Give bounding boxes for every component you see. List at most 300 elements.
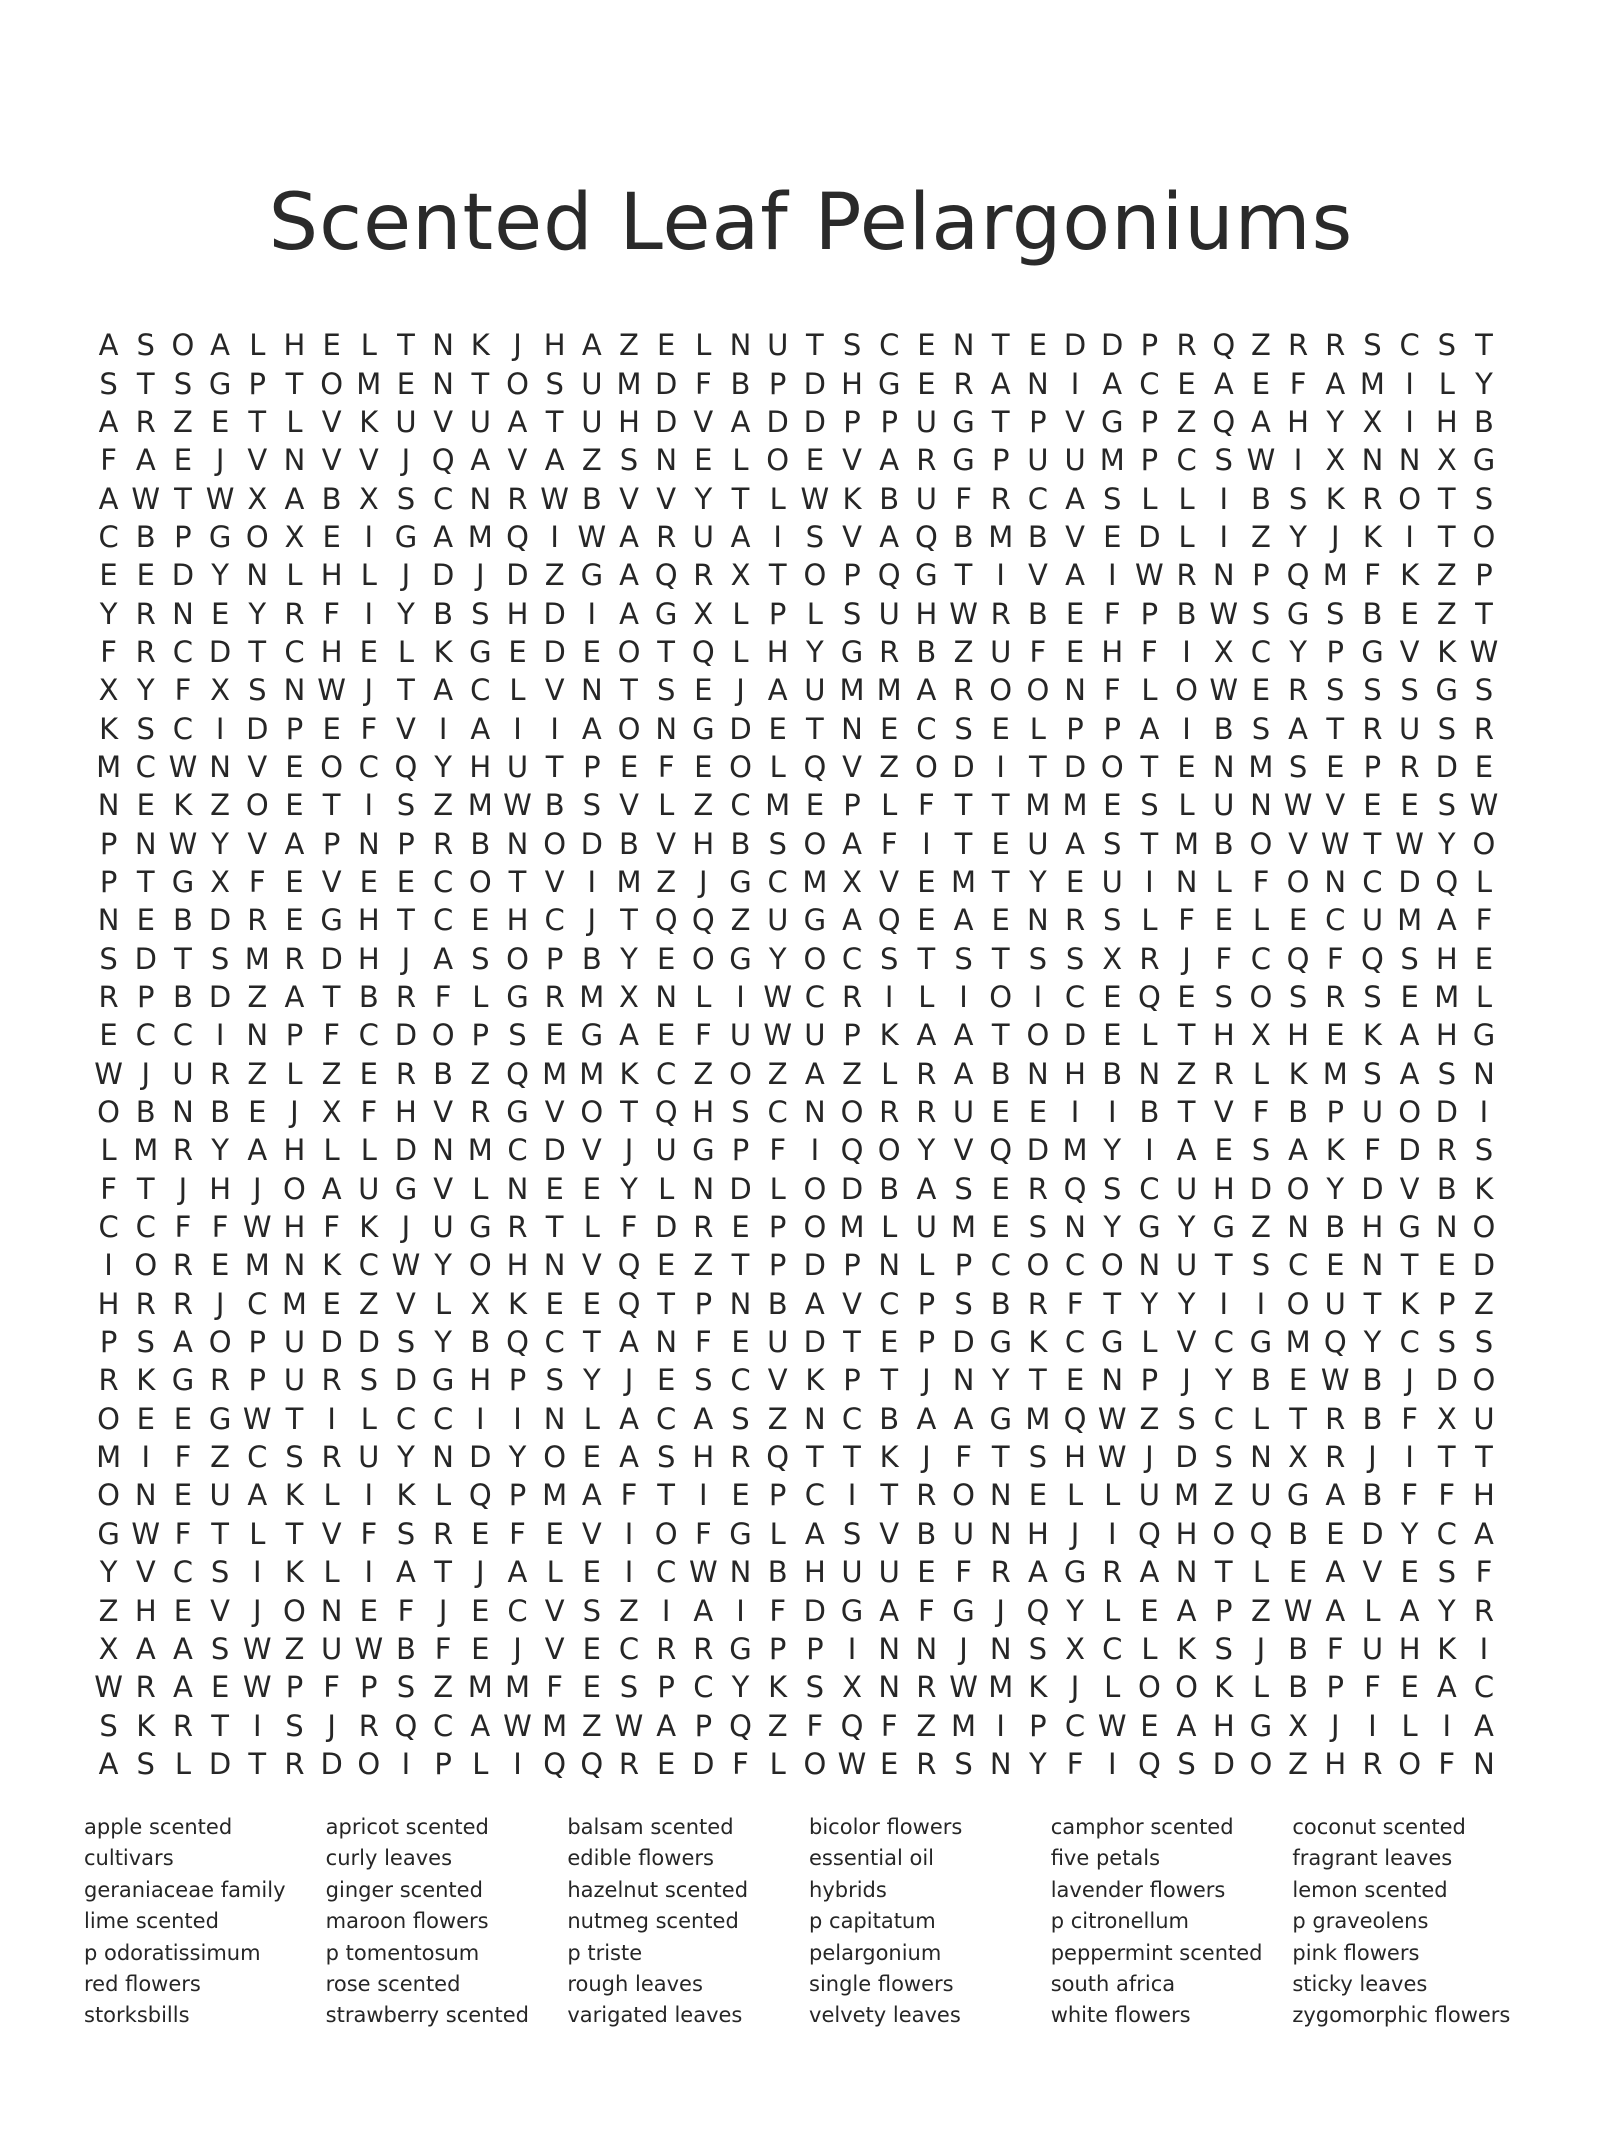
- word-list-item: storksbills: [84, 2003, 190, 2028]
- grid-letter: E: [917, 366, 936, 401]
- grid-letter: B: [1325, 1210, 1346, 1245]
- grid-letter: E: [173, 443, 193, 478]
- grid-letter: F: [1141, 634, 1158, 669]
- grid-letter: O: [1026, 1018, 1050, 1053]
- grid-letter: E: [1140, 1708, 1159, 1743]
- grid-letter: T: [880, 1363, 899, 1398]
- grid-letter: S: [471, 596, 490, 631]
- grid-letter: T: [768, 558, 787, 593]
- grid-letter: B: [879, 481, 900, 516]
- grid-letter: E: [657, 1746, 676, 1781]
- grid-letter: N: [952, 328, 975, 363]
- grid-letter: E: [1400, 1555, 1419, 1590]
- grid-letter: K: [359, 404, 379, 439]
- grid-letter: F: [100, 443, 117, 478]
- grid-letter: R: [172, 1286, 193, 1321]
- grid-letter: C: [1139, 1171, 1160, 1206]
- grid-letter: V: [321, 443, 342, 478]
- grid-letter: O: [1398, 1095, 1422, 1130]
- grid-letter: J: [141, 1056, 151, 1091]
- grid-letter: G: [394, 519, 418, 554]
- grid-letter: G: [208, 366, 232, 401]
- grid-letter: M: [876, 673, 902, 708]
- grid-letter: B: [321, 481, 342, 516]
- grid-letter: Y: [917, 1133, 936, 1168]
- grid-letter: S: [210, 1555, 230, 1590]
- grid-letter: U: [283, 1325, 306, 1360]
- grid-letter: K: [1028, 1325, 1048, 1360]
- grid-letter: I: [624, 1555, 634, 1590]
- grid-letter: E: [694, 749, 713, 784]
- grid-letter: R: [1213, 1056, 1234, 1091]
- grid-letter: O: [1212, 1516, 1236, 1551]
- grid-letter: R: [693, 558, 714, 593]
- grid-letter: F: [1252, 864, 1270, 899]
- grid-letter: E: [1177, 749, 1196, 784]
- grid-letter: H: [543, 328, 566, 363]
- grid-letter: J: [290, 1095, 299, 1130]
- grid-letter: A: [210, 328, 231, 363]
- grid-letter: G: [692, 711, 715, 746]
- grid-letter: J: [401, 1210, 411, 1245]
- grid-letter: Y: [694, 481, 713, 516]
- grid-letter: D: [394, 1133, 418, 1168]
- grid-letter: J: [513, 1631, 522, 1666]
- grid-letter: L: [1438, 366, 1455, 401]
- grid-letter: G: [952, 443, 975, 478]
- grid-letter: E: [1214, 903, 1233, 938]
- grid-letter: L: [695, 980, 712, 1015]
- grid-letter: E: [1065, 1363, 1085, 1398]
- grid-letter: P: [1363, 749, 1382, 784]
- grid-letter: L: [360, 1401, 377, 1436]
- grid-letter: V: [1399, 634, 1420, 669]
- grid-letter: S: [954, 941, 973, 976]
- grid-letter: B: [1362, 1401, 1383, 1436]
- grid-letter: U: [172, 1056, 194, 1091]
- grid-letter: S: [136, 1325, 155, 1360]
- grid-letter: S: [1474, 1325, 1494, 1360]
- grid-letter: A: [1027, 1555, 1048, 1590]
- grid-letter: I: [587, 864, 597, 899]
- grid-letter: O: [1472, 1210, 1496, 1245]
- grid-letter: C: [284, 634, 305, 669]
- grid-letter: L: [918, 980, 935, 1015]
- grid-letter: G: [1398, 1210, 1421, 1245]
- grid-letter: E: [1474, 941, 1494, 976]
- grid-letter: G: [1286, 1478, 1310, 1513]
- grid-letter: B: [544, 788, 565, 823]
- grid-letter: I: [699, 1478, 708, 1513]
- grid-letter: U: [767, 903, 789, 938]
- grid-letter: Z: [767, 1056, 788, 1091]
- grid-letter: C: [841, 1401, 863, 1436]
- grid-letter: F: [918, 1593, 935, 1628]
- grid-letter: R: [1176, 558, 1197, 593]
- grid-letter: V: [1176, 1325, 1197, 1360]
- grid-letter: K: [507, 1286, 527, 1321]
- grid-letter: S: [1251, 711, 1271, 746]
- word-list-item: apricot scented: [325, 1815, 489, 1839]
- grid-letter: I: [1182, 711, 1191, 746]
- grid-letter: N: [283, 673, 306, 708]
- grid-letter: C: [172, 1555, 194, 1590]
- grid-letter: V: [1325, 788, 1346, 823]
- grid-letter: J: [476, 558, 485, 593]
- grid-letter: H: [1026, 1516, 1049, 1551]
- grid-row: [90, 1093, 1540, 1131]
- grid-letter: X: [470, 1286, 491, 1321]
- grid-letter: W: [837, 1746, 867, 1781]
- grid-letter: I: [364, 519, 374, 554]
- grid-letter: F: [1029, 634, 1047, 669]
- grid-letter: E: [657, 1248, 676, 1283]
- grid-letter: E: [173, 1593, 193, 1628]
- grid-letter: R: [321, 1440, 342, 1475]
- grid-letter: M: [1099, 443, 1125, 478]
- grid-letter: P: [1438, 1286, 1456, 1321]
- grid-letter: W: [614, 1708, 644, 1743]
- grid-letter: F: [211, 1210, 229, 1245]
- grid-letter: E: [1474, 749, 1494, 784]
- grid-letter: C: [1139, 366, 1160, 401]
- grid-letter: L: [472, 1171, 489, 1206]
- grid-letter: L: [1104, 1478, 1121, 1513]
- grid-letter: M: [467, 519, 493, 554]
- grid-letter: P: [248, 366, 267, 401]
- grid-letter: U: [1027, 826, 1049, 861]
- grid-letter: L: [1215, 864, 1232, 899]
- grid-letter: B: [1362, 596, 1383, 631]
- grid-letter: U: [915, 1210, 937, 1245]
- grid-letter: S: [1288, 980, 1308, 1015]
- grid-letter: O: [1472, 826, 1496, 861]
- grid-letter: N: [246, 1018, 269, 1053]
- grid-letter: H: [1287, 404, 1309, 439]
- grid-letter: S: [285, 1708, 304, 1743]
- grid-letter: T: [1437, 1440, 1456, 1475]
- grid-row: [90, 479, 1540, 517]
- grid-letter: T: [620, 903, 638, 938]
- grid-letter: P: [768, 1478, 787, 1513]
- grid-letter: T: [1363, 1286, 1382, 1321]
- grid-letter: P: [954, 1248, 973, 1283]
- grid-letter: Q: [654, 1095, 678, 1130]
- grid-letter: G: [692, 1133, 715, 1168]
- grid-letter: N: [1398, 443, 1421, 478]
- grid-letter: G: [1472, 1018, 1496, 1053]
- grid-letter: I: [550, 711, 559, 746]
- grid-letter: L: [1252, 1670, 1269, 1705]
- grid-letter: H: [1287, 1018, 1309, 1053]
- grid-letter: Z: [767, 1401, 788, 1436]
- grid-row: [90, 1285, 1540, 1323]
- grid-letter: J: [1368, 1440, 1377, 1475]
- grid-letter: A: [98, 481, 119, 516]
- grid-letter: U: [729, 1018, 752, 1053]
- grid-letter: T: [657, 1478, 676, 1513]
- grid-letter: E: [731, 1325, 750, 1360]
- grid-letter: E: [1288, 1363, 1308, 1398]
- grid-row: [90, 1515, 1540, 1553]
- grid-letter: F: [880, 826, 898, 861]
- grid-letter: T: [1363, 826, 1382, 861]
- grid-letter: T: [1214, 1555, 1233, 1590]
- grid-letter: P: [360, 1670, 378, 1705]
- grid-letter: W: [242, 1631, 272, 1666]
- word-list-item: single flowers: [809, 1971, 954, 1996]
- grid-letter: D: [506, 558, 529, 593]
- grid-letter: P: [694, 1708, 713, 1743]
- grid-letter: A: [804, 1286, 825, 1321]
- grid-letter: Y: [508, 1440, 527, 1475]
- grid-letter: U: [1473, 1401, 1495, 1436]
- grid-letter: L: [100, 1133, 117, 1168]
- grid-letter: Z: [656, 864, 677, 899]
- grid-letter: F: [1066, 1746, 1084, 1781]
- grid-letter: H: [1398, 1631, 1421, 1666]
- grid-letter: B: [879, 1171, 900, 1206]
- grid-letter: V: [1399, 1171, 1420, 1206]
- grid-letter: H: [506, 1248, 529, 1283]
- grid-letter: O: [1398, 1746, 1422, 1781]
- grid-letter: T: [285, 366, 304, 401]
- grid-row: [90, 748, 1540, 786]
- grid-letter: I: [1107, 558, 1117, 593]
- grid-letter: Q: [1286, 558, 1310, 593]
- grid-letter: K: [136, 1708, 156, 1743]
- grid-letter: L: [732, 596, 749, 631]
- grid-letter: M: [542, 1708, 568, 1743]
- grid-letter: F: [732, 1746, 749, 1781]
- grid-letter: R: [172, 1708, 193, 1743]
- grid-letter: U: [469, 404, 491, 439]
- grid-letter: D: [1398, 1133, 1421, 1168]
- grid-letter: S: [173, 366, 193, 401]
- grid-letter: O: [617, 634, 641, 669]
- grid-letter: V: [953, 1133, 974, 1168]
- grid-letter: U: [1361, 1095, 1384, 1130]
- grid-letter: O: [543, 1440, 567, 1475]
- grid-letter: K: [1362, 519, 1382, 554]
- grid-letter: O: [283, 1171, 306, 1206]
- grid-letter: G: [1286, 596, 1310, 631]
- grid-letter: E: [396, 864, 416, 899]
- grid-letter: G: [1063, 1555, 1087, 1590]
- grid-letter: B: [1102, 1056, 1123, 1091]
- grid-letter: K: [173, 788, 193, 823]
- grid-letter: A: [953, 1018, 974, 1053]
- grid-letter: E: [210, 1248, 230, 1283]
- grid-letter: C: [1213, 1401, 1234, 1436]
- grid-letter: I: [401, 1746, 411, 1781]
- grid-letter: E: [1140, 1593, 1159, 1628]
- grid-letter: F: [769, 1593, 787, 1628]
- grid-letter: U: [1101, 864, 1123, 899]
- word-column: [326, 1812, 568, 2032]
- grid-letter: J: [215, 1286, 225, 1321]
- grid-letter: V: [135, 1555, 156, 1590]
- grid-letter: S: [1288, 749, 1308, 784]
- word-column: [1292, 1812, 1534, 2032]
- grid-letter: H: [1064, 1440, 1086, 1475]
- grid-letter: Y: [1177, 1210, 1196, 1245]
- grid-letter: P: [1066, 711, 1084, 746]
- grid-letter: K: [1325, 481, 1345, 516]
- grid-letter: G: [469, 1210, 492, 1245]
- grid-row: [90, 671, 1540, 709]
- grid-letter: C: [879, 328, 900, 363]
- grid-letter: G: [1249, 1325, 1273, 1360]
- grid-letter: R: [247, 903, 268, 938]
- grid-letter: C: [804, 980, 825, 1015]
- grid-letter: B: [581, 481, 602, 516]
- grid-letter: Y: [768, 941, 787, 976]
- grid-letter: C: [433, 1401, 454, 1436]
- grid-letter: E: [136, 903, 155, 938]
- grid-letter: E: [1065, 634, 1085, 669]
- grid-letter: S: [1177, 1746, 1196, 1781]
- grid-letter: A: [173, 1325, 193, 1360]
- grid-letter: O: [803, 1171, 827, 1206]
- grid-letter: E: [471, 903, 490, 938]
- grid-letter: O: [1286, 1286, 1310, 1321]
- grid-letter: P: [1326, 1095, 1344, 1130]
- grid-letter: L: [1029, 711, 1046, 746]
- grid-letter: G: [729, 1516, 752, 1551]
- grid-letter: F: [434, 980, 452, 1015]
- grid-letter: F: [880, 1708, 898, 1743]
- grid-letter: A: [1176, 1593, 1197, 1628]
- grid-letter: Z: [98, 1593, 119, 1628]
- grid-letter: I: [1219, 1286, 1229, 1321]
- grid-letter: J: [1145, 1440, 1154, 1475]
- grid-letter: L: [286, 404, 303, 439]
- grid-letter: S: [1028, 941, 1048, 976]
- grid-letter: R: [284, 1746, 305, 1781]
- grid-letter: A: [1213, 366, 1234, 401]
- grid-letter: I: [513, 1401, 522, 1436]
- grid-letter: L: [1252, 1056, 1269, 1091]
- grid-letter: L: [174, 1746, 192, 1781]
- grid-letter: G: [840, 1593, 864, 1628]
- grid-letter: G: [580, 558, 604, 593]
- grid-letter: H: [1324, 1746, 1347, 1781]
- grid-letter: T: [1140, 749, 1159, 784]
- grid-letter: W: [94, 1056, 123, 1091]
- grid-letter: G: [1138, 1210, 1161, 1245]
- grid-letter: L: [323, 1478, 340, 1513]
- grid-letter: B: [953, 519, 974, 554]
- grid-letter: U: [209, 1478, 231, 1513]
- grid-letter: N: [172, 1095, 194, 1130]
- word-list-item: balsam scented: [567, 1815, 734, 1839]
- grid-row: [90, 863, 1540, 901]
- grid-letter: N: [1175, 1555, 1198, 1590]
- grid-letter: A: [173, 1631, 193, 1666]
- grid-letter: I: [1219, 519, 1229, 554]
- grid-letter: O: [245, 519, 269, 554]
- grid-letter: X: [1288, 1440, 1309, 1475]
- grid-letter: K: [879, 1018, 899, 1053]
- grid-letter: A: [879, 1593, 900, 1628]
- grid-letter: A: [1325, 1478, 1346, 1513]
- grid-letter: O: [729, 749, 752, 784]
- grid-letter: W: [242, 1210, 272, 1245]
- grid-letter: B: [1139, 1095, 1160, 1130]
- grid-letter: F: [694, 366, 712, 401]
- grid-letter: Y: [991, 1363, 1010, 1398]
- grid-letter: B: [916, 634, 937, 669]
- grid-letter: U: [841, 1555, 863, 1590]
- grid-letter: S: [1028, 1440, 1048, 1475]
- grid-letter: S: [545, 366, 564, 401]
- grid-letter: O: [1286, 864, 1310, 899]
- grid-letter: A: [433, 673, 454, 708]
- grid-letter: G: [1249, 1708, 1273, 1743]
- grid-letter: F: [955, 1440, 972, 1475]
- grid-letter: R: [284, 596, 305, 631]
- grid-letter: D: [431, 558, 455, 593]
- grid-letter: W: [503, 788, 532, 823]
- grid-letter: E: [694, 443, 713, 478]
- grid-letter: T: [508, 864, 527, 899]
- grid-letter: H: [506, 596, 529, 631]
- grid-letter: H: [469, 749, 492, 784]
- grid-letter: V: [396, 1286, 416, 1321]
- grid-letter: H: [209, 1171, 231, 1206]
- grid-letter: A: [1436, 1670, 1457, 1705]
- grid-letter: N: [1064, 673, 1086, 708]
- grid-letter: L: [1104, 1593, 1121, 1628]
- grid-letter: B: [470, 826, 491, 861]
- grid-letter: E: [694, 673, 713, 708]
- grid-letter: R: [1288, 673, 1309, 708]
- grid-letter: P: [1252, 558, 1270, 593]
- grid-letter: M: [1025, 1401, 1051, 1436]
- grid-letter: V: [879, 864, 900, 899]
- grid-letter: E: [1214, 1133, 1233, 1168]
- word-list-item: bicolor flowers: [809, 1815, 963, 1839]
- grid-letter: R: [990, 481, 1011, 516]
- grid-letter: F: [323, 1670, 340, 1705]
- grid-letter: X: [358, 481, 379, 516]
- grid-letter: Q: [468, 1478, 492, 1513]
- grid-letter: H: [395, 1095, 417, 1130]
- grid-letter: J: [327, 1708, 336, 1743]
- grid-letter: Y: [1437, 1593, 1456, 1628]
- grid-letter: V: [619, 788, 639, 823]
- grid-letter: E: [136, 558, 155, 593]
- grid-letter: I: [104, 1248, 113, 1283]
- grid-letter: E: [136, 1401, 155, 1436]
- grid-letter: A: [1139, 1555, 1160, 1590]
- grid-letter: V: [581, 1133, 602, 1168]
- grid-letter: P: [248, 1325, 267, 1360]
- word-list-item: fragrant leaves: [1292, 1846, 1453, 1871]
- grid-letter: A: [284, 980, 305, 1015]
- grid-letter: E: [99, 1018, 118, 1053]
- grid-letter: X: [842, 864, 862, 899]
- grid-letter: A: [1139, 711, 1160, 746]
- grid-letter: N: [1324, 864, 1347, 899]
- grid-letter: G: [208, 1401, 232, 1436]
- grid-letter: Y: [1029, 1746, 1047, 1781]
- grid-letter: S: [99, 1708, 118, 1743]
- grid-letter: Q: [840, 1133, 864, 1168]
- grid-letter: S: [1474, 481, 1494, 516]
- grid-letter: H: [766, 634, 789, 669]
